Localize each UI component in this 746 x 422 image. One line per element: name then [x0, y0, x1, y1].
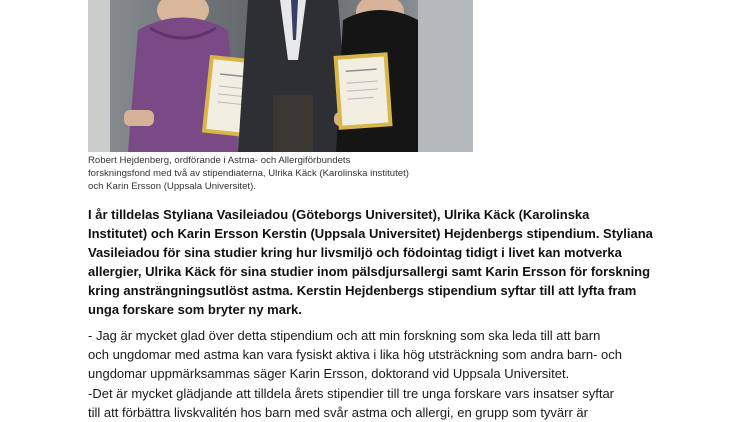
quote-paragraph-karin	[88, 326, 668, 383]
photo-caption	[88, 154, 488, 193]
paragraph-line: - Jag är mycket glad över detta stipendium och att min forskning som ska leda till att barn	[88, 328, 601, 343]
lead-line: unga forskare som bryter ny mark.	[88, 302, 302, 317]
paragraph-line: och ungdomar med astma kan vara fysiskt aktiva i lika hög utsträckning som andra barn- och	[88, 347, 622, 362]
diploma-right	[334, 52, 393, 130]
award-photo	[88, 0, 473, 152]
paragraph-line: -Det är mycket glädjande att tilldela årets stipendier till tre unga forskare vars insatser syftar	[88, 386, 615, 401]
caption-line: och Karin Ersson (Uppsala Universitet).	[88, 181, 256, 192]
caption-line: forskningsfond med två av stipendiaterna, Ulrika Käck (Karolinska institutet)	[88, 168, 410, 179]
lead-line: I år tilldelas Styliana Vasileiadou (Göteborgs Universitet), Ulrika Käck (Karolinska	[88, 207, 590, 222]
quote-paragraph-second	[88, 384, 668, 422]
lead-line: allergier, Ulrika Käck för sina studier inom pälsdjursallergi samt Karin Ersson för forskning	[88, 264, 651, 279]
lead-line: kring ansträngningsutlöst astma. Kerstin Hejdenbergs stipendium syftar till att lyfta fram	[88, 283, 637, 298]
lead-paragraph	[88, 205, 668, 319]
lead-line: Institutet) och Karin Ersson Kerstin (Uppsala Universitet) Hejdenbergs stipendium. Styliana	[88, 226, 653, 241]
lead-line: Vasileiadou för sina studier kring hur livsmiljö och födointag tidigt i livet kan motverka	[88, 245, 622, 260]
paragraph-line: till att förbättra livskvalitén hos barn med svår astma och allergi, en grupp som tyvärr är	[88, 405, 588, 420]
photo-illustration	[88, 0, 473, 152]
paragraph-line: ungdomar uppmärksammas säger Karin Ersson, doktorand vid Uppsala Universitet.	[88, 366, 570, 381]
caption-line: Robert Hejdenberg, ordförande i Astma- och Allergiförbundets	[88, 155, 351, 166]
